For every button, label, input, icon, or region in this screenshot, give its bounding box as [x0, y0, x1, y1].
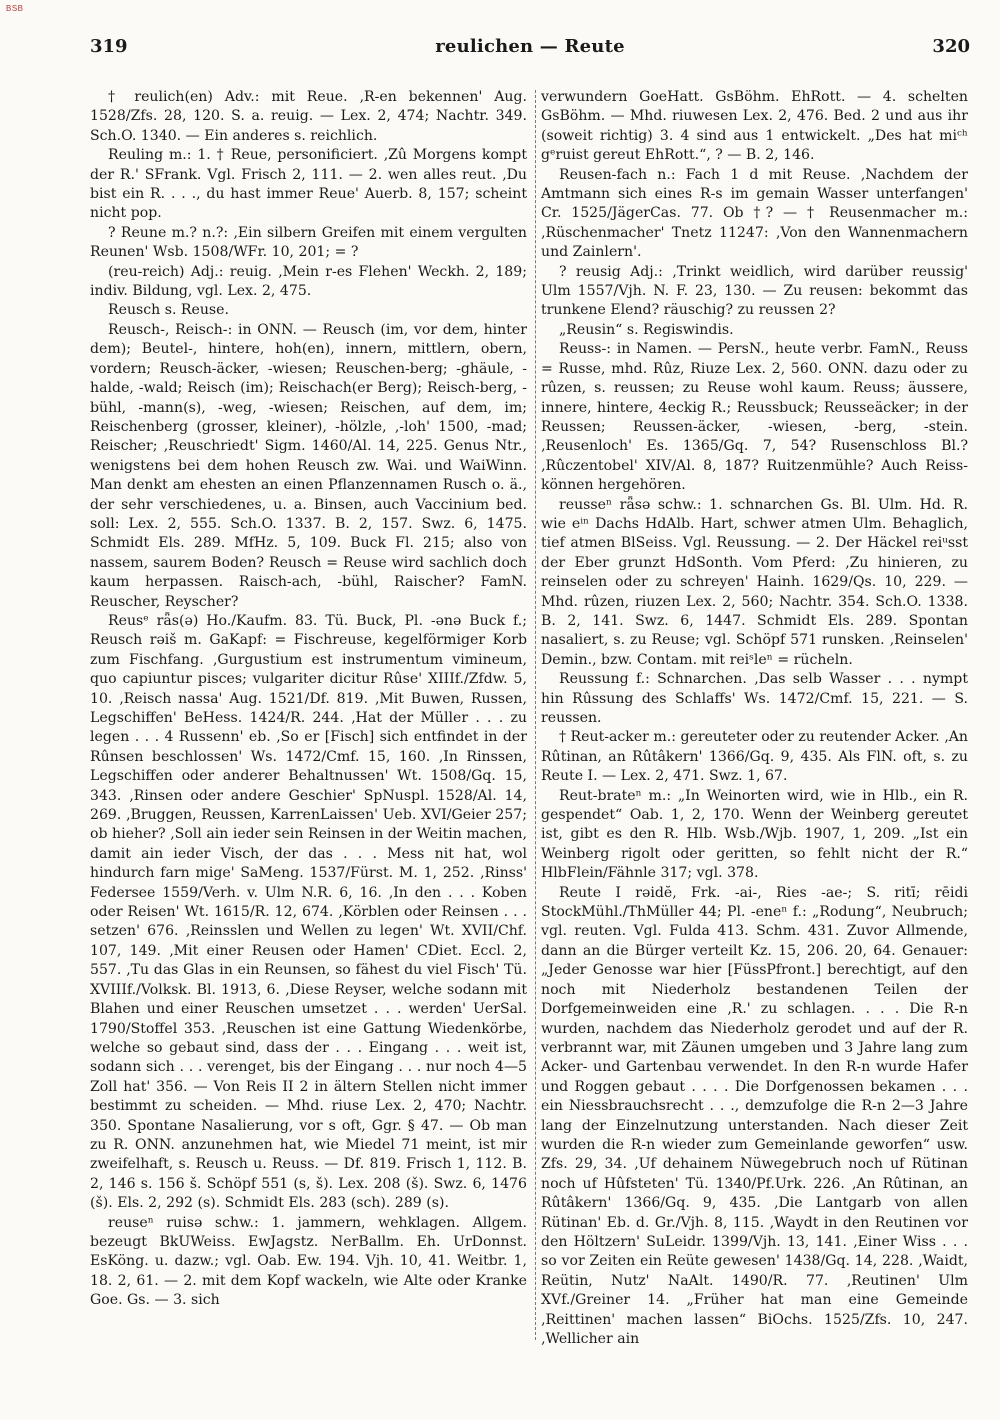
- dictionary-entry: Reute I rǝidĕ, Frk. -ai-, Ries -ae-; S. ritī; rēidi StockMühl./ThMüller 44; Pl. -eneⁿ f.: „Rodung“, Neubruch; vgl. reuten. Vgl. Fulda 413. Schm. 431. Zuvor Allmende, dann an die Bürger verteilt Kz. 15, 206. 20, 64. Genauer: „Jeder Genosse war hier [FüssPfront.] berechtigt, auf den noch mit Niederholz bestandenen Teilen der Dorfgemeinweiden eine ‚R.' zu schlagen. . . . Die R-n wurden, nachdem das Niederholz gerodet und auf der R. verbrannt war, mit Zäunen umgeben und 3 Jahre lang zum Acker- und Gartenbau verwendet. In den R-n wurde Hafer und Roggen gebaut . . . . Die Dorfgenossen bekamen . . . ein Niessbrauchsrecht . . ., demzufolge die R-n 2—3 Jahre lang der Einzelnutzung unterstanden. Nach dieser Zeit wurden die R-n wieder zum Gemeinlande geworfen“ usw. Zfs. 29, 34. ‚Uf dehainem Nüwegebruch noch uf Rütinan noch uf Hûfsteten' Tü. 1340/Pf.Urk. 226. ‚An Rûtinan, an Rûtâkern' 1366/Gq. 9, 435. ‚Die Lantgarb von allen Rütinan' Eb. d. Gr./Vjh. 8, 115. ‚Waydt in den Reutinen vor den Höltzern' SuLeidr. 1399/Vjh. 13, 141. ‚Einer Wiss . . . so vor Zeiten ein Reüte gewesen' 1438/Gq. 14, 228. ‚Waidt, Reütin, Nutz' NaAlt. 1490/R. 77. ‚Reutinen' Ulm XVf./Greiner 14. „Früher hat man eine Gemeinde ‚Reittinen' machen lassen“ BiOchs. 1525/Zfs. 10, 247. ‚Wellicher ain: [541, 884, 968, 1347]
- dictionary-entry: Reusch s. Reuse.: [108, 302, 229, 319]
- dictionary-entry: verwundern GoeHatt. GsBöhm. EhRott. — 4. schelten GsBöhm. — Mhd. riuwesen Lex. 2, 476. Bed. 2 und aus ihr (soweit richtig) 3. 4 sind aus 1 entwickelt. „Des hat miᶜʰ gᵉruist gereut EhRott.“, ? — B. 2, 146.: [541, 89, 968, 164]
- dictionary-entry: † reulich(en) Adv.: mit Reue. ‚R-en bekennen' Aug. 1528/Zfs. 28, 120. S. a. reuig. — Lex. 2, 474; Nachtr. 349. Sch.O. 1340. — Ein anderes s. reichlich.: [90, 89, 527, 144]
- dictionary-entry: Reusen-fach n.: Fach 1 d mit Reuse. ‚Nachdem der Amtmann sich eines R-s im gemain Wasser unterfangen' Cr. 1525/JägerCas. 77. Ob †? — † Reusenmacher m.: ‚Rüschenmacher' Tnetz 11247: ‚Von den Wannenmachern und Zainlern'.: [541, 166, 968, 261]
- running-title: reulichen — Reute: [435, 36, 625, 57]
- dictionary-entry: † Reut-acker m.: gereuteter oder zu reutender Acker. ‚An Rûtinan, an Rûtâkern' 1366/Gq. 9, 435. Als FlN. oft, s. zu Reute I. — Lex. 2, 471. Swz. 1, 67.: [541, 729, 968, 785]
- dictionary-entry: Reut-brateⁿ m.: „In Weinorten wird, wie in Hlb., ein R. gespendet“ Oab. 1, 2, 170. Wenn der Weinberg gereutet ist, gibt es den R. Hlb. Wsb./Wjb. 1907, 1, 209. „Ist ein Weinberg rigolt oder geritten, so fehlt nicht der R.“ HlbFlein/Fähnle 317; vgl. 378.: [541, 787, 968, 882]
- page-number-left: 319: [90, 36, 128, 57]
- dictionary-entry: (reu-reich) Adj.: reuig. ‚Mein r-es Flehen' Weckh. 2, 189; indiv. Bildung, vgl. Lex. 2, 475.: [90, 263, 527, 300]
- dictionary-entry: Reuling m.: 1. † Reue, personificiert. ‚Zû Morgens kompt der R.' SFrank. Vgl. Frisch 2, 111. — 2. wen alles reut. ‚Du bist ein R. . . ., du hast immer Reue' Auerb. 8, 157; scheint nicht pop.: [90, 147, 527, 222]
- right-column: [541, 88, 968, 1408]
- page-number-right: 320: [932, 36, 970, 57]
- page-header: [90, 36, 970, 66]
- dictionary-entry: Reusᵉ rǟs(ə) Ho./Kaufm. 83. Tü. Buck, Pl. -ənə Buck f.; Reusch rǝiš m. GaKapf: = Fischreuse, kegelförmiger Korb zum Fischfang. ‚Gurgustium est instrumentum vimineum, quo capiuntur pisces; vulgariter dicitur Rûse' XIIIf./Zfdw. 5, 10. ‚Reisch nassa' Aug. 1521/Df. 819. ‚Mit Buwen, Russen, Legschiffen' BeHess. 1424/R. 244. ‚Hat der Müller . . . zu legen . . . 4 Russenn' eb. ‚So er [Fisch] sich entfindet in der Rûnsen beschlossen' Ws. 1472/Cmf. 15, 160. ‚In Rinssen, Legschiffen oder anderer Behaltnussen' Wt. 1508/Gq. 15, 343. ‚Rinsen oder andere Geschier' SpNuspl. 1528/Al. 14, 269. ‚Bruggen, Reussen, KarrenLaissen' Ueb. XVI/Geier 257; ob hieher? ‚Soll ain ieder sein Reinsen in der Weitin machen, damit ain ieder Visch, der das . . . Mess nit hat, wol hindurch farn mige' SaMeng. 1537/Fürst. M. 1, 252. ‚Rinss' Federsee 1559/Verh. v. Ulm N.R. 6, 16. ‚In den . . . Koben oder Reisen' Wt. 1615/R. 12, 674. ‚Körblen oder Reinsen . . . setzen' 676. ‚Reinsslen und Wellen zu legen' Wt. XVII/Chf. 107, 149. ‚Mit einer Reusen oder Hamen' CDiet. Eccl. 2, 557. ‚Tu das Glas in ein Reunsen, so fähest du viel Fisch' Tü. XVIIIf./Volksk. Bl. 1913, 6. ‚Diese Reyser, welche sodann mit Blahen und einer Reuschen umsetzet . . . werden' UerSal. 1790/Stoffel 353. ‚Reuschen ist eine Gattung Wiedenkörbe, welche so gebaut sind, dass der . . . Eingang . . . weit ist, sodann sich . . . verenget, bis der Eingang . . . nur noch 4—5 Zoll hat' 356. — Von Reis II 2 in ältern Stellen nicht immer bestimmt zu scheiden. — Mhd. riuse Lex. 2, 470; Nachtr. 350. Spontane Nasalierung, vor s oft, Ggr. § 47. — Ob man zu R. ONN. anzunehmen hat, wie Miedel 71 meint, ist mir zweifelhaft, s. Reusch u. Reuss. — Df. 819. Frisch 1, 112. B. 2, 146 s. 156 š. Schöpf 551 (s, š). Lex. 208 (š). Swz. 6, 1476 (š). Els. 2, 292 (s). Schmidt Els. 283 (sch). 289 (s).: [90, 612, 527, 1212]
- library-stamp: BSB: [6, 4, 24, 13]
- dictionary-entry: Reusch-, Reisch-: in ONN. — Reusch (im, vor dem, hinter dem); Beutel-, hintere, hoh(en), innern, mittlern, obern, vordern; Reusch-äcker, -wiesen; Reuschen-berg; -ghäule, -halde, -wald; Reisch (im); Reischach(er Berg); Reisch-berg, -bühl, -mann(s), -weg, -wiesen; Reischen, auf dem, im; Reischenberg (grosser, kleiner), -hölzle, ‚-loh' 1500, -mad; Reischer; ‚Reuschriedt' Sigm. 1460/Al. 14, 225. Genus Ntr., wenigstens bei dem hohen Reusch zw. Wai. und WaiWinn. Man denkt am ehesten an einen Pflanzennamen Rusch o. ä., der sehr verschiedenes, u. a. Binsen, auch Vaccinium bed. soll: Lex. 2, 555. Sch.O. 1337. B. 2, 157. Swz. 6, 1475. Schmidt Els. 289. MfHz. 5, 109. Buck Fl. 215; also von nassem, saurem Boden? Reusch = Reuse wird sachlich doch kaum herpassen. Raisch-ach, -bühl, Raischer? FamN. Reuscher, Reyscher?: [90, 321, 527, 610]
- dictionary-entry: Reussung f.: Schnarchen. ‚Das selb Wasser . . . nympt hin Rûssung des Schlaffs' Ws. 1472/Cmf. 15, 221. — S. reussen.: [541, 671, 968, 726]
- dictionary-entry: ? reusig Adj.: ‚Trinkt weidlich, wird darüber reussig' Ulm 1557/Vjh. N. F. 23, 130. — Zu reusen: bekommt das trunkene Elend? räuschig? zu reussen 2?: [541, 263, 968, 319]
- left-column: [90, 88, 527, 1408]
- dictionary-entry: ? Reune m.? n.?: ‚Ein silbern Greifen mit einem vergulten Reunen' Wsb. 1508/WFr. 10, 201; = ?: [90, 224, 527, 261]
- column-divider: [535, 90, 536, 1340]
- dictionary-entry: reuseⁿ ruisə schw.: 1. jammern, wehklagen. Allgem. bezeugt BkUWeiss. EwJagstz. NerBallm. Eh. UrDonnst. EsKöng. u. dazw.; vgl. Oab. Ew. 194. Vjh. 10, 41. Weitbr. 1, 18. 2, 61. — 2. mit dem Kopf wackeln, wie Alte oder Kranke Goe. Gs. — 3. sich: [90, 1214, 527, 1309]
- dictionary-entry: reusseⁿ rǟsə schw.: 1. schnarchen Gs. Bl. Ulm. Hd. R. wie eⁱⁿ Dachs HdAlb. Hart, schwer atmen Ulm. Behaglich, tief atmen BlSeiss. Vgl. Reussung. — 2. Der Häckel reiᵘsst der Eber grunzt HdSonth. Vom Pferd: ‚Zu hinieren, zu reinselen oder zu schreyen' Hainh. 1629/Qs. 10, 229. — Mhd. rûzen, riuzen Lex. 2, 560; Nachtr. 354. Sch.O. 1338. B. 2, 141. Swz. 6, 1447. Schmidt Els. 289. Spontan nasaliert, s. zu Reuse; vgl. Schöpf 571 runsken. ‚Reinselen' Demin., bzw. Contam. mit reiˢleⁿ = rücheln.: [541, 496, 968, 668]
- dictionary-entry: Reuss-: in Namen. — PersN., heute verbr. FamN., Reuss = Russe, mhd. Rûz, Riuze Lex. 2, 560. ONN. dazu oder zu rûzen, s. reussen; zu Reuse wohl kaum. Reuss; äussere, innere, hintere, 4eckig R.; Reussbuck; Reusseäcker; in der Reussen; Reussen-äcker, -wiesen, -berg, -stein. ‚Reusenloch' Es. 1365/Gq. 7, 54? Rusenschloss Bl.? ‚Rûczentobel' XIV/Al. 8, 187? Ruitzenmühle? Auch Reiss- können hergehören.: [541, 341, 968, 494]
- dictionary-entry: „Reusin“ s. Regiswindis.: [559, 321, 734, 338]
